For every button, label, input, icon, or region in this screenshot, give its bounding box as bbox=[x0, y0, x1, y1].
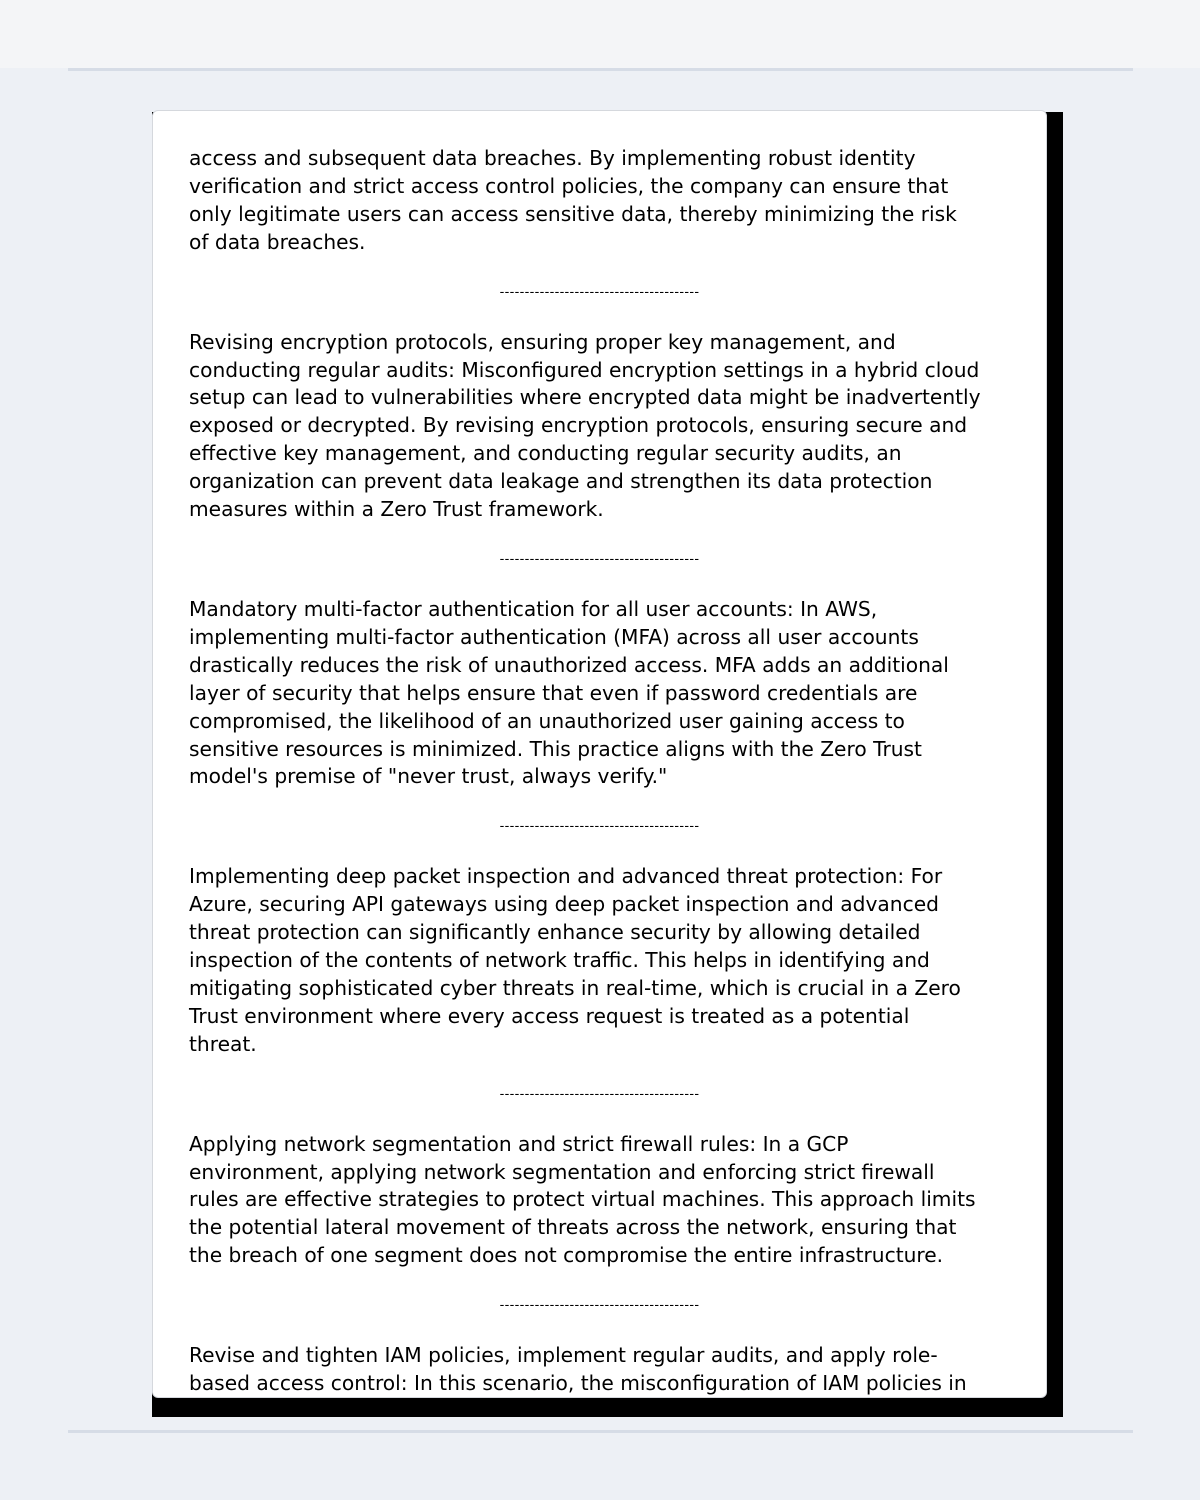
section-separator: ---------------------------------------- bbox=[499, 819, 700, 835]
bottom-divider bbox=[68, 1430, 1133, 1433]
text-line: Revise and tighten IAM policies, implement regular audits, and apply role- bbox=[189, 1343, 938, 1368]
top-bar bbox=[0, 0, 1200, 68]
text-line: setup can lead to vulnerabilities where encrypted data might be inadvertently bbox=[189, 385, 981, 410]
section-separator: ---------------------------------------- bbox=[499, 1086, 700, 1102]
text-line: inspection of the contents of network traffic. This helps in identifying and bbox=[189, 948, 930, 973]
text-line: the potential lateral movement of threats across the network, ensuring that bbox=[189, 1215, 957, 1240]
text-line: implementing multi-factor authentication (MFA) across all user accounts bbox=[189, 624, 919, 649]
text-line: only legitimate users can access sensitive data, thereby minimizing the risk bbox=[189, 201, 957, 226]
text-line: access and subsequent data breaches. By implementing robust identity bbox=[189, 146, 916, 170]
text-line: compromised, the likelihood of an unauthorized user gaining access to bbox=[189, 708, 905, 733]
text-line: Applying network segmentation and strict firewall rules: In a GCP bbox=[189, 1131, 849, 1156]
text-line: layer of security that helps ensure that even if password credentials are bbox=[189, 680, 918, 705]
paragraph-4 bbox=[189, 863, 1016, 1058]
text-line: effective key management, and conducting regular security audits, an bbox=[189, 441, 902, 466]
text-line: environment, applying network segmentation and enforcing strict firewall bbox=[189, 1159, 935, 1184]
text-line: the breach of one segment does not compromise the entire infrastructure. bbox=[189, 1243, 944, 1268]
text-line: Revising encryption protocols, ensuring proper key management, and bbox=[189, 329, 896, 354]
text-line: rules are effective strategies to protect virtual machines. This approach limits bbox=[189, 1187, 976, 1212]
text-line: measures within a Zero Trust framework. bbox=[189, 497, 604, 522]
text-line: Implementing deep packet inspection and advanced threat protection: For bbox=[189, 864, 943, 889]
document-page[interactable] bbox=[152, 110, 1047, 1398]
paragraph-6 bbox=[189, 1342, 1016, 1398]
text-line: threat protection can significantly enhance security by allowing detailed bbox=[189, 920, 921, 945]
text-line: based access control: In this scenario, the misconfiguration of IAM policies in bbox=[189, 1371, 967, 1396]
text-line: organization can prevent data leakage and strengthen its data protection bbox=[189, 469, 933, 494]
text-line: Mandatory multi-factor authentication for all user accounts: In AWS, bbox=[189, 596, 878, 621]
paragraph-3 bbox=[189, 596, 1016, 791]
text-line: sensitive resources is minimized. This practice aligns with the Zero Trust bbox=[189, 736, 922, 761]
text-line: drastically reduces the risk of unauthorized access. MFA adds an additional bbox=[189, 652, 949, 677]
paragraph-1 bbox=[189, 145, 1016, 257]
top-divider bbox=[68, 68, 1133, 71]
text-line: model's premise of "never trust, always verify." bbox=[189, 764, 668, 789]
section-separator: ---------------------------------------- bbox=[499, 551, 700, 567]
text-line: exposed or decrypted. By revising encryption protocols, ensuring secure and bbox=[189, 413, 968, 438]
text-line: verification and strict access control policies, the company can ensure that bbox=[189, 173, 949, 198]
text-line: mitigating sophisticated cyber threats in real-time, which is crucial in a Zero bbox=[189, 975, 961, 1000]
text-line: of data breaches. bbox=[189, 229, 366, 254]
section-separator: ---------------------------------------- bbox=[499, 284, 700, 300]
paragraph-5 bbox=[189, 1131, 1016, 1271]
text-line: Azure, securing API gateways using deep packet inspection and advanced bbox=[189, 892, 939, 917]
section-separator: ---------------------------------------- bbox=[499, 1298, 700, 1314]
text-line: Trust environment where every access request is treated as a potential bbox=[189, 1003, 910, 1028]
text-line: threat. bbox=[189, 1031, 257, 1056]
text-line: conducting regular audits: Misconfigured encryption settings in a hybrid cloud bbox=[189, 357, 980, 382]
paragraph-2 bbox=[189, 329, 1016, 524]
